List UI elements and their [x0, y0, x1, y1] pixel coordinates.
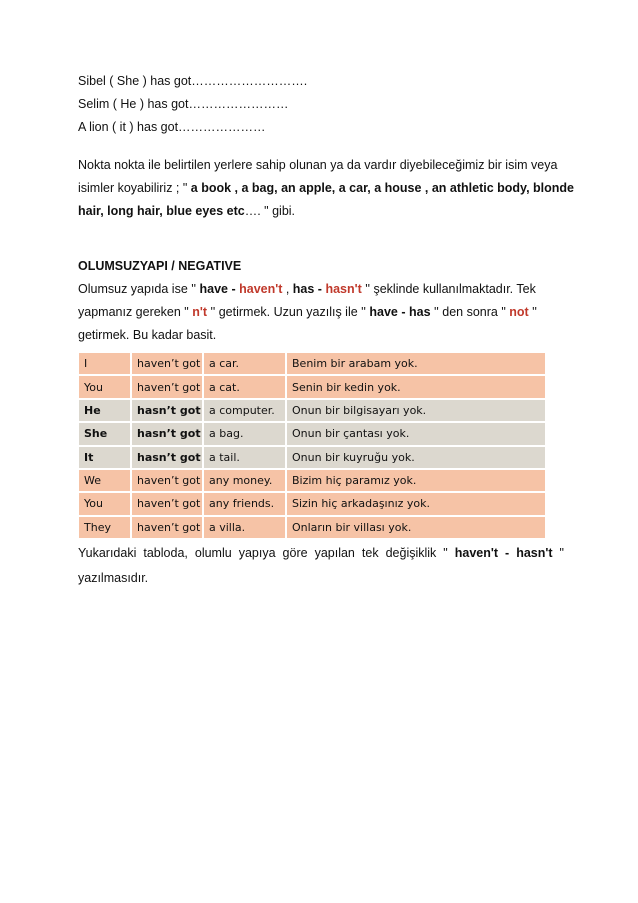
p1-text-a: Olumsuz yapıda ise '' [78, 282, 200, 296]
p1-have: have - [199, 282, 240, 296]
verb-cell: hasn’t got [131, 422, 203, 445]
verb-cell: hasn’t got [131, 446, 203, 469]
note-line-2-prefix: isimler koyabiliriz ; " [78, 181, 191, 195]
note-examples-bold-2: hair, long hair, blue eyes etc [78, 204, 245, 218]
translation-cell: Bizim hiç paramız yok. [286, 469, 546, 492]
footer-line-2: yazılmasıdır. [78, 571, 149, 585]
footer-line-1 [78, 546, 564, 560]
exercise-line-2: Selim ( He ) has got…………………… [78, 97, 289, 111]
object-cell: a bag. [203, 422, 286, 445]
p1-havent: haven't [239, 282, 283, 296]
translation-cell: Sizin hiç arkadaşınız yok. [286, 492, 546, 515]
subject-cell: It [78, 446, 131, 469]
note-line-1: Nokta nokta ile belirtilen yerlere sahip olunan ya da vardır diyebileceğimiz bir isim veya [78, 158, 558, 172]
translation-cell: Onun bir çantası yok. [286, 422, 546, 445]
subject-cell: We [78, 469, 131, 492]
p1-hasnt: hasn't [325, 282, 362, 296]
note-examples-bold-1: a book , a bag, an apple, a car, a house , an athletic body, blonde [190, 181, 574, 195]
negative-paragraph-line-3: getirmek. Bu kadar basit. [78, 328, 217, 342]
p2-have-has: have - has [369, 305, 431, 319]
object-cell: a computer. [203, 399, 286, 422]
p2-not: not [509, 305, 529, 319]
translation-cell: Onların bir villası yok. [286, 516, 546, 539]
exercise-line-3: A lion ( it ) has got………………… [78, 120, 266, 134]
object-cell: a car. [203, 352, 286, 375]
verb-cell: haven’t got [131, 375, 203, 398]
negative-examples-table [77, 351, 547, 540]
verb-cell: haven’t got [131, 516, 203, 539]
negative-paragraph-line-2 [78, 305, 537, 319]
subject-cell: She [78, 422, 131, 445]
translation-cell: Onun bir bilgisayarı yok. [286, 399, 546, 422]
p2-text-d: '' [528, 305, 537, 319]
verb-cell: haven’t got [131, 352, 203, 375]
footer-quote-end: " [559, 546, 564, 560]
note-line-3 [78, 204, 295, 218]
verb-cell: haven’t got [131, 469, 203, 492]
p1-text-b: '' şeklinde kullanılmaktadır. Tek [361, 282, 536, 296]
subject-cell: You [78, 492, 131, 515]
p2-text-c: '' den sonra " [430, 305, 510, 319]
table-row [78, 375, 546, 398]
verb-cell: haven’t got [131, 492, 203, 515]
p1-has: has - [292, 282, 326, 296]
table-row [78, 352, 546, 375]
translation-cell: Senin bir kedin yok. [286, 375, 546, 398]
table-row [78, 492, 546, 515]
footer-text: Yukarıdaki tabloda, olumlu yapıya göre yapılan tek değişiklik " [78, 546, 448, 560]
subject-cell: I [78, 352, 131, 375]
p2-text-a: yapmanız gereken " [78, 305, 193, 319]
negative-paragraph-line-1 [78, 282, 536, 296]
subject-cell: He [78, 399, 131, 422]
verb-cell: hasn’t got [131, 399, 203, 422]
object-cell: any money. [203, 469, 286, 492]
exercise-line-1: Sibel ( She ) has got………………………. [78, 74, 308, 88]
object-cell: a villa. [203, 516, 286, 539]
footer-bold-forms: haven't - hasn't [454, 546, 553, 560]
translation-cell: Benim bir arabam yok. [286, 352, 546, 375]
table-row [78, 422, 546, 445]
object-cell: a tail. [203, 446, 286, 469]
subject-cell: You [78, 375, 131, 398]
note-line-2 [78, 181, 574, 195]
translation-cell: Onun bir kuyruğu yok. [286, 446, 546, 469]
table-row [78, 516, 546, 539]
table-body [78, 352, 546, 539]
table-row [78, 399, 546, 422]
p2-nt: n't [192, 305, 208, 319]
table-row [78, 446, 546, 469]
negative-heading: OLUMSUZYAPI / NEGATIVE [78, 259, 242, 273]
table-row [78, 469, 546, 492]
subject-cell: They [78, 516, 131, 539]
p1-comma: , [282, 282, 293, 296]
p2-text-b: '' getirmek. Uzun yazılış ile '' [207, 305, 370, 319]
note-line-3-suffix: …. " gibi. [244, 204, 296, 218]
object-cell: a cat. [203, 375, 286, 398]
object-cell: any friends. [203, 492, 286, 515]
